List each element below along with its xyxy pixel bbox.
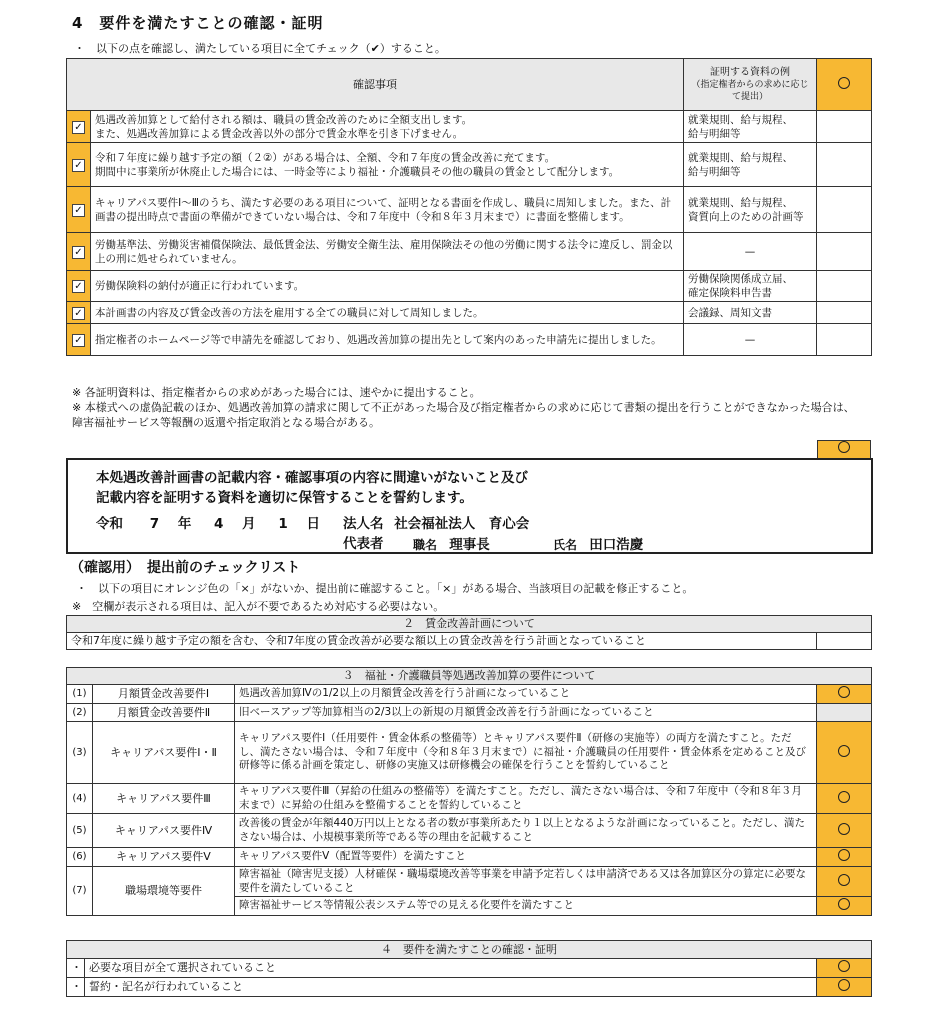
req-title: ３ 福祉・介護職員等処遇改善加算の要件について xyxy=(67,668,872,685)
status-cell xyxy=(817,814,872,848)
status-cell xyxy=(817,867,872,897)
rep-label: 代表者 xyxy=(343,536,384,552)
status-cell xyxy=(817,897,872,916)
requirement-row xyxy=(67,814,872,848)
req-name: 職場環境等要件 xyxy=(93,867,235,916)
bullet: ・ xyxy=(67,959,85,978)
checklist-note-2: ※ 空欄が表示される項目は、記入が不要であるため対応する必要はない。 xyxy=(72,600,445,613)
confirm-row xyxy=(67,978,872,997)
rep-title: 職名 理事長 xyxy=(413,537,490,553)
req-no: (5) xyxy=(67,814,93,848)
circle-icon xyxy=(838,823,850,835)
status-cell xyxy=(817,848,872,867)
confirmation-table xyxy=(66,58,872,356)
confirmation-text: 令和７年度に繰り越す予定の額（２②）がある場合は、全額、令和７年度の賃金改善に充てます。 期間中に事業所が休廃止した場合には、一時金等により福祉・介護職員その他の職員の賃金として配分します。 xyxy=(91,143,684,187)
req-no: (7) xyxy=(67,867,93,916)
checkbox[interactable]: ✓ xyxy=(72,334,85,347)
confirmation-row xyxy=(67,143,872,187)
proof-document: — xyxy=(684,324,817,356)
year-value: 7 xyxy=(149,516,160,532)
status-cell xyxy=(817,959,872,978)
confirm-title: ４ 要件を満たすことの確認・証明 xyxy=(67,941,872,959)
confirm-text: 誓約・記名が行われていること xyxy=(85,978,817,997)
confirmation-text: 処遇改善加算として給付される額は、職員の賃金改善のために全額支出します。 また、処遇改善加算による賃金改善以外の部分で賃金水準を引き下げません。 xyxy=(91,111,684,143)
circle-icon xyxy=(838,874,850,886)
status-cell xyxy=(817,187,872,233)
requirement-row xyxy=(67,704,872,722)
proof-document: 就業規則、給与規程、 給与明細等 xyxy=(684,143,817,187)
section-title: 4 要件を満たすことの確認・証明 xyxy=(72,14,324,32)
req-no: (4) xyxy=(67,784,93,814)
circle-icon xyxy=(838,745,850,757)
rep-name: 氏名 田口浩慶 xyxy=(553,537,644,553)
req-desc: 障害福祉サービス等情報公表システム等での見える化要件を満たすこと xyxy=(235,897,817,916)
confirmation-row xyxy=(67,233,872,271)
checkbox-cell[interactable] xyxy=(67,324,91,356)
wage-row-status xyxy=(817,633,872,650)
proof-document: 労働保険関係成立届、 確定保険料申告書 xyxy=(684,271,817,302)
circle-icon xyxy=(838,849,850,861)
circle-icon xyxy=(838,77,850,89)
checkbox-cell[interactable] xyxy=(67,302,91,324)
day-value: 1 xyxy=(278,516,288,532)
bullet: ・ xyxy=(67,978,85,997)
req-name: キャリアパス要件Ⅴ xyxy=(93,848,235,867)
confirmation-text: 労働基準法、労働災害補償保険法、最低賃金法、労働安全衛生法、雇用保険法その他の労働に関する法令に違反し、罰金以上の刑に処せられていません。 xyxy=(91,233,684,271)
requirement-row xyxy=(67,784,872,814)
confirmation-row xyxy=(67,302,872,324)
confirmation-row xyxy=(67,111,872,143)
status-cell xyxy=(817,978,872,997)
checkbox[interactable]: ✓ xyxy=(72,280,85,293)
status-cell xyxy=(817,704,872,722)
header-item: 確認事項 xyxy=(67,59,684,111)
checklist-title: （確認用） 提出前のチェックリスト xyxy=(70,560,301,576)
req-no: (2) xyxy=(67,704,93,722)
requirement-row xyxy=(67,722,872,784)
status-cell xyxy=(817,324,872,356)
req-no: (6) xyxy=(67,848,93,867)
checkbox-cell[interactable] xyxy=(67,233,91,271)
checklist-note-1: ・ 以下の項目にオレンジ色の「×」がないか、提出前に確認すること。「×」がある場合、当該項目の記載を修正すること。 xyxy=(76,582,694,595)
confirmation-text: 本計画書の内容及び賃金改善の方法を雇用する全ての職員に対して周知しました。 xyxy=(91,302,684,324)
checkbox[interactable]: ✓ xyxy=(72,159,85,172)
req-name: キャリアパス要件Ⅳ xyxy=(93,814,235,848)
pledge-line-1: 本処遇改善計画書の記載内容・確認事項の内容に間違いがないこと及び xyxy=(96,470,528,486)
proof-document: 会議録、周知文書 xyxy=(684,302,817,324)
checkbox[interactable]: ✓ xyxy=(72,246,85,259)
circle-icon xyxy=(838,791,850,803)
wage-table xyxy=(66,615,872,650)
header-doc: 証明する資料の例 （指定権者からの求めに応じて提出） xyxy=(684,59,817,111)
confirmation-text: キャリアパス要件Ⅰ～Ⅲのうち、満たす必要のある項目について、証明となる書面を作成し、職員に周知しました。また、計画書の提出時点で書面の準備ができていない場合は、令和７年度中（令和８年３月末まで）に書面を整備します。 xyxy=(91,187,684,233)
req-no: (3) xyxy=(67,722,93,784)
pledge-status xyxy=(817,440,871,460)
req-name: 月額賃金改善要件Ⅰ xyxy=(93,685,235,704)
req-name: キャリアパス要件Ⅰ・Ⅱ xyxy=(93,722,235,784)
circle-icon xyxy=(838,686,850,698)
checkbox[interactable]: ✓ xyxy=(72,307,85,320)
corp-name: 法人名 社会福祉法人 育心会 xyxy=(343,516,530,532)
confirmation-row xyxy=(67,187,872,233)
wage-row-text: 令和7年度に繰り越す予定の額を含む、令和7年度の賃金改善が必要な額以上の賃金改善を行う計画となっていること xyxy=(67,633,817,650)
checkbox-cell[interactable] xyxy=(67,187,91,233)
requirement-row xyxy=(67,867,872,897)
month-value: 4 xyxy=(214,516,224,532)
confirm-text: 必要な項目が全て選択されていること xyxy=(85,959,817,978)
req-desc: 処遇改善加算Ⅳの1/2以上の月額賃金改善を行う計画になっていること xyxy=(235,685,817,704)
status-cell xyxy=(817,722,872,784)
pledge-box xyxy=(66,458,873,554)
circle-icon xyxy=(838,960,850,972)
circle-icon xyxy=(838,441,850,453)
pledge-date: 令和 7 年 4 月 1 日 xyxy=(96,516,320,532)
status-cell xyxy=(817,784,872,814)
confirmation-text: 労働保険料の納付が適正に行われています。 xyxy=(91,271,684,302)
checkbox-cell[interactable] xyxy=(67,111,91,143)
status-cell xyxy=(817,111,872,143)
circle-icon xyxy=(838,979,850,991)
status-cell xyxy=(817,302,872,324)
requirement-row xyxy=(67,848,872,867)
req-desc: キャリアパス要件Ⅰ（任用要件・賃金体系の整備等）とキャリアパス要件Ⅱ（研修の実施等）の両方を満たすこと。ただし、満たさない場合は、令和７年度中（令和８年３月末まで）に福祉・介護職員の任用要件・賃金体系を定めること及び研修等に係る計画を策定し、研修の実施又は研修機会の確保を行うことを誓約していること xyxy=(235,722,817,784)
req-no: (1) xyxy=(67,685,93,704)
status-cell xyxy=(817,271,872,302)
checkbox[interactable]: ✓ xyxy=(72,204,85,217)
proof-document: 就業規則、給与規程、 給与明細等 xyxy=(684,111,817,143)
req-name: キャリアパス要件Ⅲ xyxy=(93,784,235,814)
pledge-line-2: 記載内容を証明する資料を適切に保管することを誓約します。 xyxy=(96,490,473,506)
note-2: ※ 本様式への虚偽記載のほか、処遇改善加算の請求に関して不正があった場合及び指定権者からの求めに応じて書類の提出を行うことができなかった場合は、障害福祉サービス等報酬の返還や指定取消となる場合がある。 xyxy=(72,401,855,429)
confirmation-row xyxy=(67,271,872,302)
req-name: 月額賃金改善要件Ⅱ xyxy=(93,704,235,722)
status-cell xyxy=(817,143,872,187)
requirements-table xyxy=(66,667,872,916)
circle-icon xyxy=(838,898,850,910)
req-desc: キャリアパス要件Ⅲ（昇給の仕組みの整備等）を満たすこと。ただし、満たさない場合は、令和７年度中（令和８年３月末まで）に昇給の仕組みを整備することを誓約していること xyxy=(235,784,817,814)
requirement-row xyxy=(67,685,872,704)
proof-document: 就業規則、給与規程、 資質向上のための計画等 xyxy=(684,187,817,233)
status-cell xyxy=(817,233,872,271)
req-desc: 旧ベースアップ等加算相当の2/3以上の新規の月額賃金改善を行う計画になっていること xyxy=(235,704,817,722)
note-1: ※ 各証明資料は、指定権者からの求めがあった場合には、速やかに提出すること。 xyxy=(72,386,481,399)
status-cell xyxy=(817,685,872,704)
confirmation-text: 指定権者のホームページ等で申請先を確認しており、処遇改善加算の提出先として案内のあった申請先に提出しました。 xyxy=(91,324,684,356)
req-desc: 改善後の賃金が年額440万円以上となる者の数が事業所あたり１以上となるような計画になっていること。ただし、満たさない場合は、小規模事業所等である等の理由を記載すること xyxy=(235,814,817,848)
confirmation-row xyxy=(67,324,872,356)
confirm-row xyxy=(67,959,872,978)
final-confirm-table xyxy=(66,940,872,997)
instruction: ・ 以下の点を確認し、満たしている項目に全てチェック（✔）すること。 xyxy=(74,42,446,55)
req-desc: 障害福祉（障害児支援）人材確保・職場環境改善等事業を申請予定若しくは申請済である又は各加算区分の算定に必要な要件を満たしていること xyxy=(235,867,817,897)
proof-document: — xyxy=(684,233,817,271)
header-status xyxy=(817,59,872,111)
checkbox-cell[interactable] xyxy=(67,143,91,187)
wage-title: ２ 賃金改善計画について xyxy=(67,616,872,633)
checkbox[interactable]: ✓ xyxy=(72,121,85,134)
req-desc: キャリアパス要件Ⅴ（配置等要件）を満たすこと xyxy=(235,848,817,867)
checkbox-cell[interactable] xyxy=(67,271,91,302)
